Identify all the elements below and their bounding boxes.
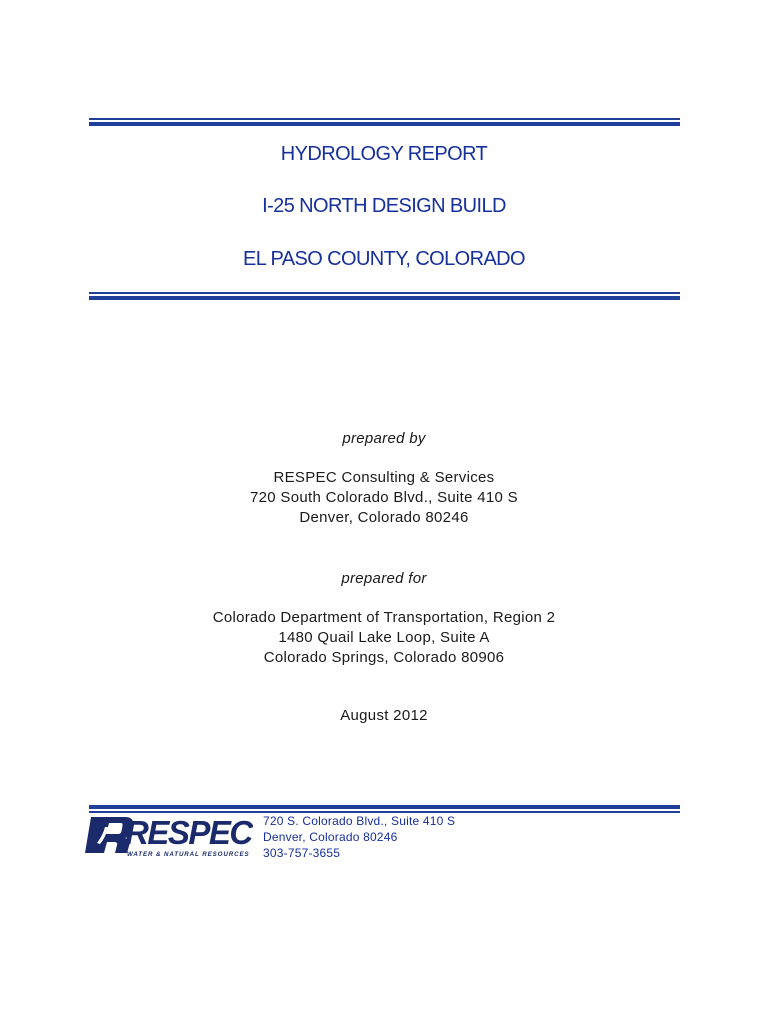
respec-logo — [85, 813, 253, 859]
report-date: August 2012 — [340, 707, 428, 724]
project-title: I-25 NORTH DESIGN BUILD — [262, 195, 506, 217]
prepared-by-label: prepared by — [342, 430, 426, 447]
preparer-street: 720 South Colorado Blvd., Suite 410 S — [250, 489, 518, 506]
middle-double-rule — [89, 292, 680, 300]
preparer-name: RESPEC Consulting & Services — [273, 469, 495, 486]
client-city: Colorado Springs, Colorado 80906 — [263, 649, 505, 666]
client-street: 1480 Quail Lake Loop, Suite A — [278, 629, 490, 646]
respec-logo-tagline: WATER & NATURAL RESOURCES — [127, 851, 250, 858]
preparer-city: Denver, Colorado 80246 — [299, 509, 469, 526]
footer-phone: 303-757-3655 — [263, 846, 341, 860]
top-double-rule — [89, 118, 680, 126]
preparer-address — [0, 468, 768, 528]
client-name: Colorado Department of Transportation, Region 2 — [212, 609, 556, 626]
location-title: EL PASO COUNTY, COLORADO — [243, 248, 525, 270]
footer-city: Denver, Colorado 80246 — [263, 830, 398, 844]
report-title: HYDROLOGY REPORT — [280, 143, 488, 165]
footer-street: 720 S. Colorado Blvd., Suite 410 S — [263, 814, 456, 828]
respec-logo-text: RESPEC — [125, 814, 252, 851]
prepared-for-label: prepared for — [341, 570, 427, 587]
footer-address — [263, 813, 455, 861]
client-address — [0, 608, 768, 668]
footer-double-rule — [89, 805, 680, 813]
